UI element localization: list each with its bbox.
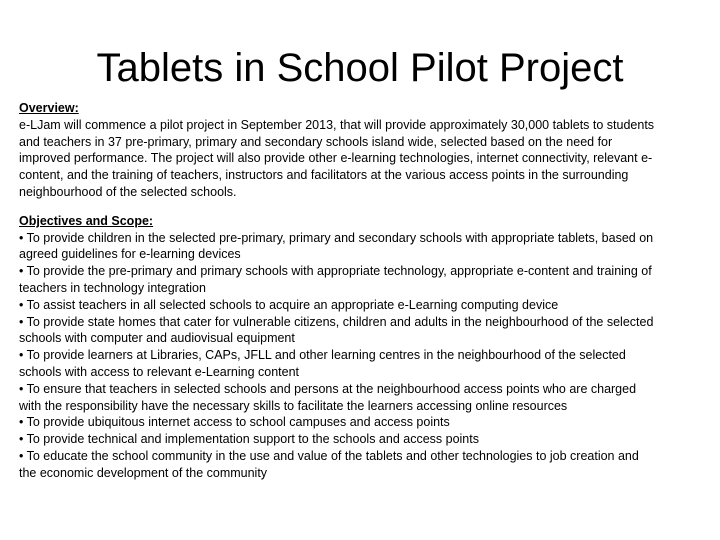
- objectives-list: [19, 230, 659, 482]
- objective-item: • To provide technical and implementation support to the schools and access points: [19, 432, 479, 447]
- slide-title: Tablets in School Pilot Project: [96, 46, 624, 90]
- objective-item: • To provide the pre-primary and primary schools with appropriate technology, appropriate e-content and training of teachers in technology integration: [19, 264, 652, 295]
- slide-body: [19, 100, 659, 482]
- overview-text: e-LJam will commence a pilot project in September 2013, that will provide approximately 30,000 tablets to students and teachers in 37 pre-primary, primary and secondary schools island wide, selected based on the need for improved performance. The project will also provide other e-learning technologies, internet connectivity, relevant e-content, and the training of teachers, instructors and facilitators at the various access points in the surrounding neighbourhood of the selected schools.: [19, 117, 655, 199]
- objective-item: • To provide learners at Libraries, CAPs, JFLL and other learning centres in the neighbourhood of the selected schools with access to relevant e-Learning content: [19, 348, 626, 379]
- objective-item: • To assist teachers in all selected schools to acquire an appropriate e-Learning computing device: [19, 297, 559, 312]
- objective-item: • To ensure that teachers in selected schools and persons at the neighbourhood access points who are charged with the responsibility have the necessary skills to facilitate the learners accessing online resources: [19, 381, 637, 413]
- objective-item: • To provide ubiquitous internet access to school campuses and access points: [19, 415, 450, 430]
- objective-item: • To provide state homes that cater for vulnerable citizens, children and adults in the neighbourhood of the selected schools with computer and audiovisual equipment: [19, 314, 654, 346]
- overview-heading: Overview:: [19, 101, 79, 115]
- objective-item: • To educate the school community in the use and value of the tablets and other technologies to job creation and the economic development of the community: [19, 448, 639, 480]
- section-spacer: [19, 201, 659, 213]
- objective-item: • To provide children in the selected pre-primary, primary and secondary schools with appropriate tablets, based on agreed guidelines for e-learning devices: [19, 230, 654, 262]
- objectives-heading: Objectives and Scope:: [19, 213, 154, 228]
